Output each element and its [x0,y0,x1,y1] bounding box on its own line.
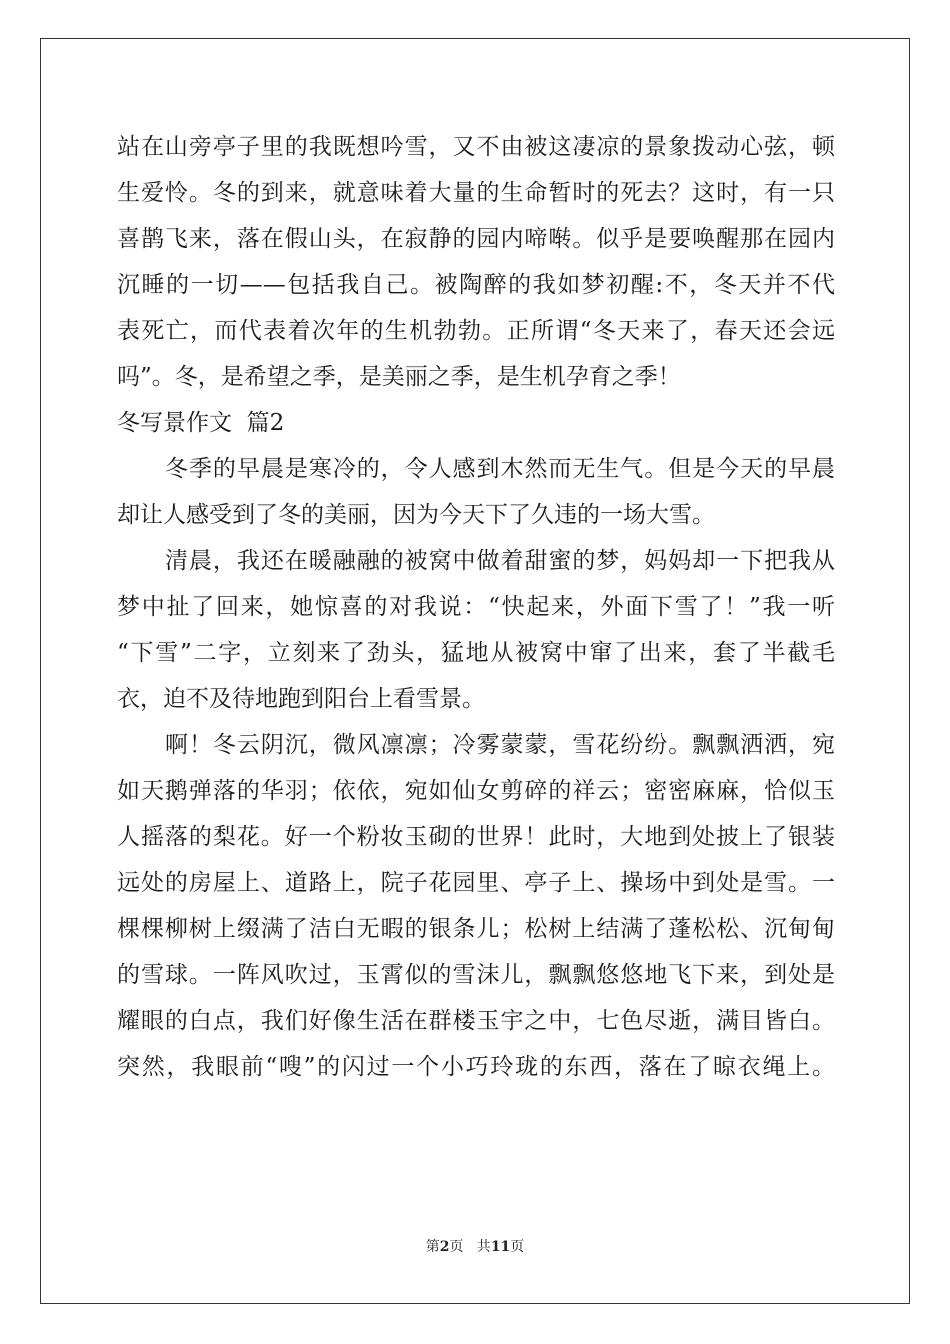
text-line: 清晨，我还在暖融融的被窝中做着甜蜜的梦，妈妈却一下把我从 [165,548,835,574]
text-line: “下雪”二字，立刻来了劲头，猛地从被窝中窜了出来，套了半截毛 [117,640,835,666]
text-line: 人摇落的梨花。好一个粉妆玉砌的世界！此时，大地到处披上了银装 [117,824,835,850]
text-line: 生爱怜。冬的到来，就意味着大量的生命暂时的死去？这时，有一只 [117,180,835,206]
text-line: 耀眼的白点，我们好像生活在群楼玉宇之中，七色尽逝，满目皆白。 [117,1008,835,1034]
text-line: 棵棵柳树上缀满了洁白无暇的银条儿；松树上结满了蓬松松、沉甸甸 [117,916,835,942]
text-line: 表死亡，而代表着次年的生机勃勃。正所谓“冬天来了，春天还会远 [117,318,835,344]
text-line: 衣，迫不及待地跑到阳台上看雪景。 [117,686,485,712]
footer-page-suffix: 页 共 [449,1239,491,1255]
text-line: 突然，我眼前“嗖”的闪过一个小巧玲珑的东西，落在了晾衣绳上。 [117,1054,835,1080]
text-line: 的雪球。一阵风吹过，玉霄似的雪沫儿，飘飘悠悠地飞下来，到处是 [117,962,835,988]
text-line: 远处的房屋上、道路上，院子花园里、亭子上、操场中到处是雪。一 [117,870,835,896]
text-line: 吗”。冬，是希望之季，是美丽之季，是生机孕育之季！ [117,364,681,390]
text-line: 却让人感受到了冬的美丽，因为今天下了久违的一场大雪。 [117,502,715,528]
footer-page-number: 2 [439,1239,450,1255]
text-line: 啊！冬云阴沉，微风凛凛；冷雾蒙蒙，雪花纷纷。飘飘洒洒，宛 [165,732,835,758]
paragraph [117,722,835,1090]
document-body [117,124,835,1090]
page-footer [0,1236,950,1256]
footer-page-prefix: 第 [425,1239,440,1255]
text-line: 梦中扯了回来，她惊喜的对我说：“快起来，外面下雪了！”我一听 [117,594,835,620]
text-line: 冬季的早晨是寒冷的，令人感到木然而无生气。但是今天的早晨 [165,456,835,482]
footer-total-pages: 11 [490,1239,511,1255]
paragraph [117,446,835,538]
text-line: 沉睡的一切——包括我自己。被陶醉的我如梦初醒:不，冬天并不代 [117,272,835,298]
section-heading: 冬写景作文 篇2 [117,410,285,436]
text-line: 站在山旁亭子里的我既想吟雪，又不由被这凄凉的景象拨动心弦，顿 [117,134,835,160]
footer-total-suffix: 页 [510,1239,525,1255]
paragraph [117,538,835,722]
paragraph [117,124,835,400]
text-line: 如天鹅弹落的华羽；依依，宛如仙女剪碎的祥云；密密麻麻，恰似玉 [117,778,835,804]
text-line: 喜鹊飞来，落在假山头，在寂静的园内啼啭。似乎是要唤醒那在园内 [117,226,835,252]
